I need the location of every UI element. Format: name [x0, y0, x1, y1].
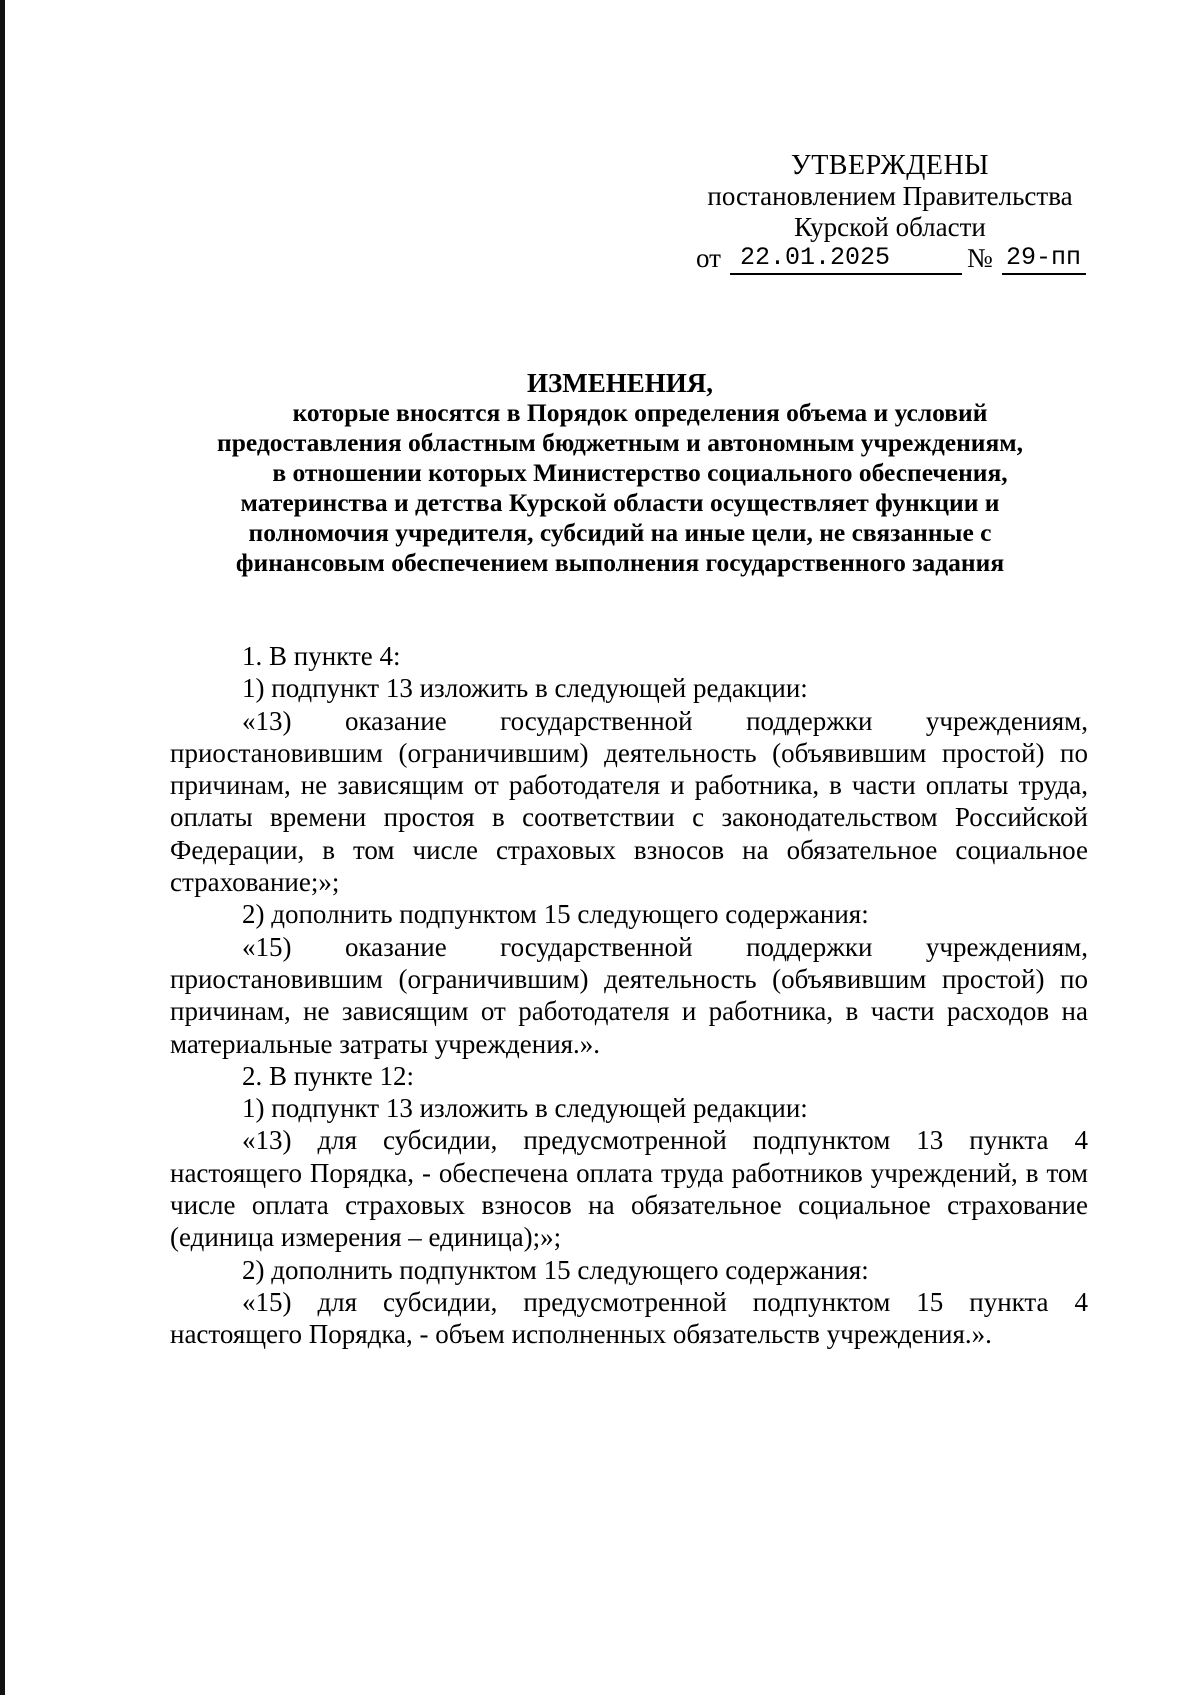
approval-line-1: постановлением Правительства [707, 181, 1073, 211]
title-line: материнства и детства Курской области осуществляет функции и [240, 488, 1000, 517]
paragraph-quote-13: «13) для субсидии, предусмотренной подпунктом 13 пункта 4 настоящего Порядка, - обеспечена оплата труда работников учреждений, в том числе оплата страховых взносов на обязательное социальное страхование (единица измерения – единица);»; [170, 1125, 1088, 1253]
paragraph-sub-2: 2) дополнить подпунктом 15 следующего содержания: [242, 1254, 869, 1285]
paragraph-quote-15: «15) для субсидии, предусмотренной подпунктом 15 пункта 4 настоящего Порядка, - объем исполненных обязательств учреждения.». [170, 1286, 1088, 1350]
number-value: 29-пп [1002, 243, 1086, 275]
paragraph-item-1: 1. В пункте 4: [242, 641, 401, 671]
title-line: финансовым обеспечением выполнения государственного задания [235, 548, 1005, 577]
date-value: 22.01.2025 [730, 243, 962, 275]
title-line: в отношении которых Министерство социального обеспечения, [272, 458, 1008, 487]
title-heading: ИЗМЕНЕНИЯ, [526, 368, 713, 398]
approved-word: УТВЕРЖДЕНЫ [790, 150, 990, 181]
date-prefix: от [696, 243, 721, 273]
paragraph-sub-1: 1) подпункт 13 изложить в следующей редакции: [242, 1093, 808, 1124]
document-body [170, 640, 1088, 1351]
number-sign: № [967, 243, 993, 273]
date-number-line [690, 243, 1090, 277]
approval-line-2: Курской области [794, 212, 986, 242]
title-line: предоставления областным бюджетным и автономным учреждениям, [217, 428, 1023, 457]
approval-block [690, 150, 1090, 277]
scan-edge [0, 0, 5, 1695]
document-title [160, 368, 1080, 578]
paragraph-quote-15: «15) оказание государственной поддержки учреждениям, приостановившим (ограничившим) деятельность (объявившим простой) по причинам, не зависящим от работодателя и работника, в части расходов на материальные затраты учреждения.». [170, 931, 1088, 1059]
title-line: полномочия учредителя, субсидий на иные цели, не связанные с [248, 518, 992, 547]
paragraph-sub-1: 1) подпункт 13 изложить в следующей редакции: [242, 673, 808, 704]
paragraph-quote-13: «13) оказание государственной поддержки учреждениям, приостановившим (ограничившим) деятельность (объявившим простой) по причинам, не зависящим от работодателя и работника, в части оплаты труда, оплаты времени простоя в соответствии с законодательством Российской Федерации, в том числе страховых взносов на обязательное социальное страхование;»; [170, 705, 1088, 898]
paragraph-item-2: 2. В пункте 12: [242, 1060, 414, 1091]
title-line: которые вносятся в Порядок определения объема и условий [292, 398, 988, 427]
paragraph-sub-2: 2) дополнить подпунктом 15 следующего содержания: [242, 899, 869, 930]
